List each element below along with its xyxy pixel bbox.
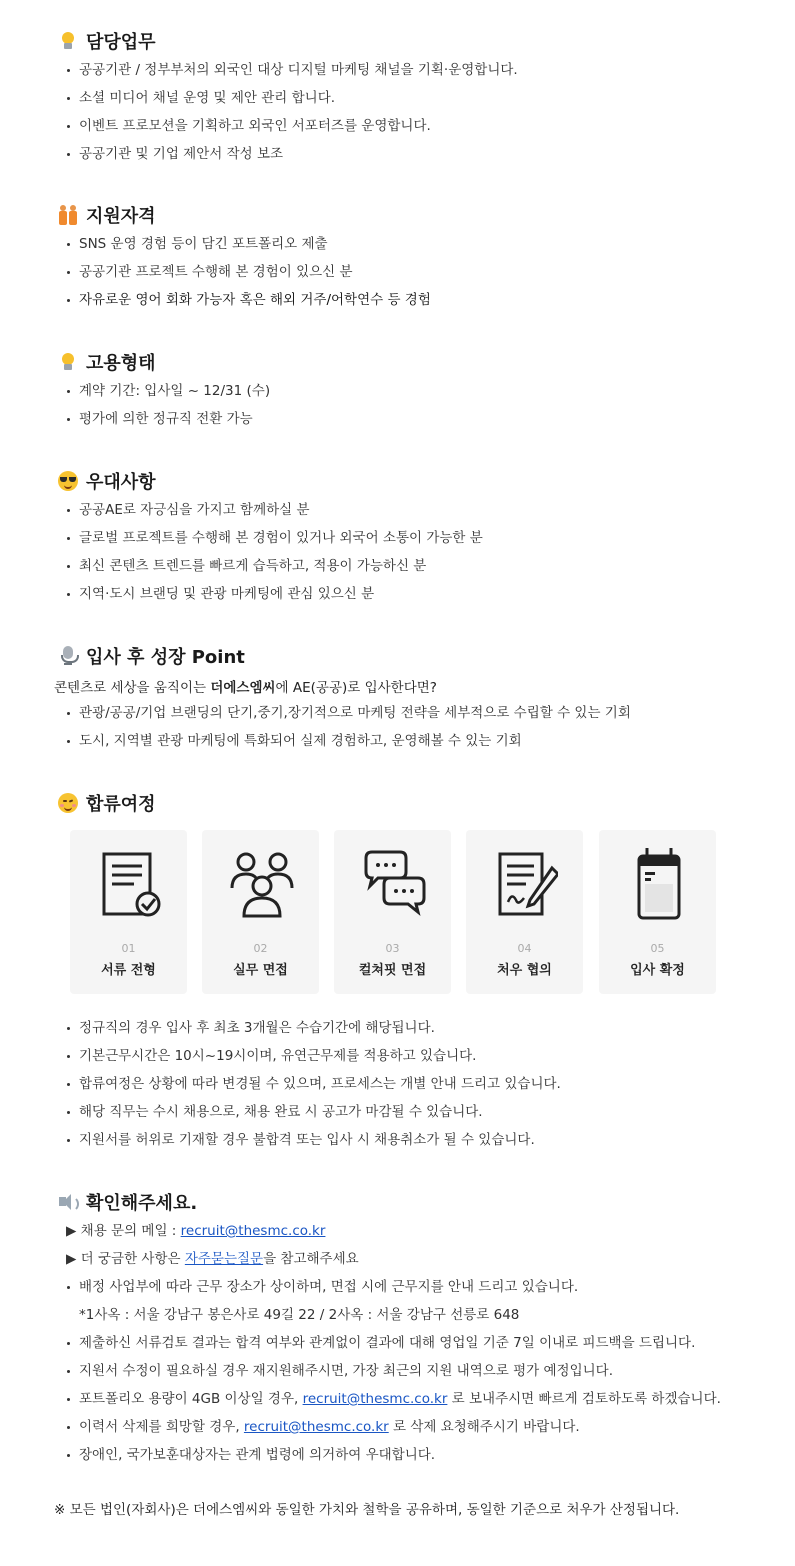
chat-bubbles-icon [362, 848, 426, 920]
company-name: 더에스엠씨 [210, 680, 276, 696]
list-item: 소셜 미디어 채널 운영 및 제안 관리 합니다. [66, 84, 518, 112]
list-item: 기본근무시간은 10시~19시이며, 유연근무제를 적용하고 있습니다. [66, 1042, 561, 1070]
portfolio-mail-link[interactable]: recruit@thesmc.co.kr [302, 1391, 448, 1407]
list-item: SNS 운영 경험 등이 담긴 포트폴리오 제출 [66, 230, 431, 258]
section-title-duties [58, 28, 156, 54]
list-item: 공공AE로 자긍심을 가지고 함께하실 분 [66, 496, 483, 524]
list-item: 배정 사업부에 따라 근무 장소가 상이하며, 면접 시에 근무지를 안내 드리고 있습니다. [66, 1273, 721, 1301]
list-item: 도시, 지역별 관광 마케팅에 특화되어 실제 경험하고, 운영해볼 수 있는 기회 [66, 727, 631, 755]
section-title-preferred [58, 468, 156, 494]
growth-list [66, 699, 631, 755]
qualifications-title: 지원자격 [86, 206, 156, 227]
growth-title: 입사 후 성장 Point [86, 647, 245, 668]
list-item: 공공기관 프로젝트 수행해 본 경험이 있으신 분 [66, 258, 431, 286]
list-item: 공공기관 / 정부부처의 외국인 대상 디지털 마케팅 채널을 기획·운영합니다. [66, 56, 518, 84]
faq-suffix: 을 참고해주세요 [263, 1251, 359, 1267]
confirm-title: 확인해주세요. [86, 1193, 198, 1214]
winking-face-icon [58, 793, 78, 813]
duties-list [66, 56, 518, 168]
preferred-list [66, 496, 483, 608]
list-item [66, 1217, 721, 1245]
section-title-growth [58, 643, 245, 669]
step-label: 입사 확정 [630, 963, 685, 978]
portfolio-suffix: 로 보내주시면 빠르게 검토하도록 하겠습니다. [447, 1391, 721, 1407]
lightbulb-icon [58, 31, 78, 51]
footnote: ※ 모든 법인(자회사)은 더에스엠씨와 동일한 가치와 철학을 공유하며, 동일한 기준으로 처우가 산정됩니다. [54, 1502, 680, 1518]
list-item [66, 1385, 721, 1413]
step-number: 05 [650, 942, 665, 955]
step-number: 04 [517, 942, 532, 955]
process-step-3 [334, 830, 451, 994]
people-group-icon [230, 848, 294, 920]
list-item [66, 1413, 721, 1441]
list-item: 합류여정은 상황에 따라 변경될 수 있으며, 프로세스는 개별 안내 드리고 있습니다. [66, 1070, 561, 1098]
list-item: 지역·도시 브랜딩 및 관광 마케팅에 관심 있으신 분 [66, 580, 483, 608]
section-title-qualifications [58, 202, 156, 228]
confirm-list [66, 1217, 721, 1469]
list-item: 지원서를 허위로 기재할 경우 불합격 또는 입사 시 채용취소가 될 수 있습니다. [66, 1126, 561, 1154]
speaker-icon [58, 1192, 78, 1212]
document-check-icon [98, 848, 162, 920]
preferred-title: 우대사항 [86, 472, 156, 493]
recruit-mail-link[interactable]: recruit@thesmc.co.kr [180, 1223, 326, 1239]
list-item: 이벤트 프로모션을 기획하고 외국인 서포터즈를 운영합니다. [66, 112, 518, 140]
office-address: *1사옥 : 서울 강남구 봉은사로 49길 22 / 2사옥 : 서울 강남구 선릉로 648 [79, 1307, 520, 1323]
list-item: 정규직의 경우 입사 후 최초 3개월은 수습기간에 해당됩니다. [66, 1014, 561, 1042]
list-item: 공공기관 및 기업 제안서 작성 보조 [66, 140, 518, 168]
growth-intro [54, 676, 437, 696]
section-title-employment [58, 349, 156, 375]
section-title-confirm [58, 1189, 197, 1215]
growth-intro-after: 에 AE(공공)로 입사한다면? [275, 680, 437, 696]
delete-suffix: 로 삭제 요청해주시기 바랍니다. [388, 1419, 580, 1435]
employment-title: 고용형태 [86, 353, 156, 374]
people-icon [58, 205, 78, 225]
list-item: 제출하신 서류검토 결과는 합격 여부와 관계없이 결과에 대해 영업일 기준 7일 이내로 피드백을 드립니다. [66, 1329, 721, 1357]
delete-mail-link[interactable]: recruit@thesmc.co.kr [243, 1419, 389, 1435]
list-item: 관광/공공/기업 브랜딩의 단기,중기,장기적으로 마케팅 전략을 세부적으로 수립할 수 있는 기회 [66, 699, 631, 727]
list-item: 평가에 의한 정규직 전환 가능 [66, 405, 270, 433]
qualifications-list [66, 230, 431, 314]
portfolio-prefix: 포트폴리오 용량이 4GB 이상일 경우, [79, 1391, 303, 1407]
id-badge-icon [627, 848, 691, 920]
process-title: 합류여정 [86, 794, 156, 815]
section-title-process [58, 790, 156, 816]
step-number: 03 [385, 942, 400, 955]
faq-link[interactable]: 자주묻는질문 [184, 1251, 264, 1267]
process-notes-list [66, 1014, 561, 1154]
sunglasses-face-icon [58, 471, 78, 491]
step-label: 서류 전형 [101, 963, 156, 978]
microphone-icon [58, 646, 78, 666]
step-label: 컬쳐핏 면접 [358, 963, 427, 978]
delete-prefix: 이력서 삭제를 희망할 경우, [79, 1419, 244, 1435]
process-step-4 [466, 830, 583, 994]
step-number: 01 [121, 942, 136, 955]
list-item: 지원서 수정이 필요하실 경우 재지원해주시면, 가장 최근의 지원 내역으로 평가 예정입니다. [66, 1357, 721, 1385]
mail-prefix: ▶ 채용 문의 메일 : [66, 1223, 181, 1239]
growth-intro-before: 콘텐츠로 세상을 움직이는 [54, 680, 211, 696]
list-item: 해당 직무는 수시 채용으로, 채용 완료 시 공고가 마감될 수 있습니다. [66, 1098, 561, 1126]
step-number: 02 [253, 942, 268, 955]
list-item [66, 1245, 721, 1273]
process-step-2 [202, 830, 319, 994]
faq-prefix: ▶ 더 궁금한 사항은 [66, 1251, 185, 1267]
list-item: 글로벌 프로젝트를 수행해 본 경험이 있거나 외국어 소통이 가능한 분 [66, 524, 483, 552]
lightbulb-icon [58, 352, 78, 372]
list-item: 자유로운 영어 회화 가능자 혹은 해외 거주/어학연수 등 경험 [66, 286, 431, 314]
duties-title: 담당업무 [86, 32, 156, 53]
step-label: 실무 면접 [233, 963, 288, 978]
employment-list [66, 377, 270, 433]
list-item: 장애인, 국가보훈대상자는 관계 법령에 의거하여 우대합니다. [66, 1441, 721, 1469]
process-step-1 [70, 830, 187, 994]
step-label: 처우 협의 [497, 963, 552, 978]
contract-sign-icon [494, 848, 558, 920]
process-step-5 [599, 830, 716, 994]
list-item: 최신 콘텐츠 트렌드를 빠르게 습득하고, 적용이 가능하신 분 [66, 552, 483, 580]
list-item: 계약 기간: 입사일 ~ 12/31 (수) [66, 377, 270, 405]
